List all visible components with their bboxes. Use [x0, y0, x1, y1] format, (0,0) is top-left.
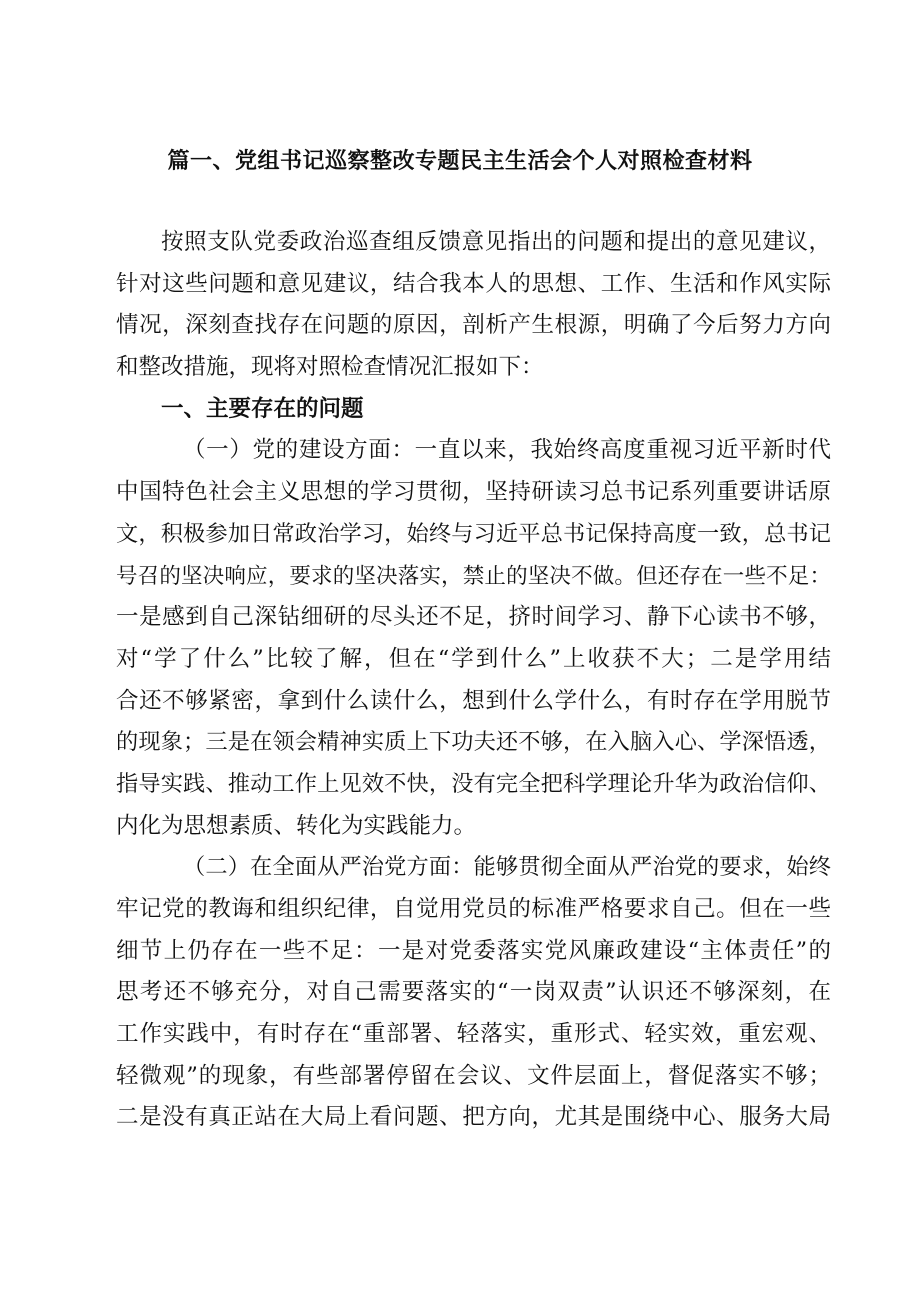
text-line: 对“学了什么”比较了解，但在“学到什么”上收获不大；二是学用结	[116, 645, 831, 672]
text-line: 中国特色社会主义思想的学习贯彻，坚持研读习总书记系列重要讲话原	[116, 479, 831, 506]
text-line: 一是感到自己深钻细研的尽头还不足，挤时间学习、静下心读书不够，	[116, 604, 831, 631]
text-line: 内化为思想素质、转化为实践能力。	[116, 812, 477, 839]
text-line: （二）在全面从严治党方面：能够贯彻全面从严治党的要求，始终	[183, 854, 831, 881]
text-line: 轻微观”的现象，有些部署停留在会议、文件层面上，督促落实不够；	[116, 1062, 831, 1089]
text-line: 和整改措施，现将对照检查情况汇报如下：	[116, 354, 544, 381]
text-line: 细节上仍存在一些不足：一是对党委落实党风廉政建设“主体责任”的	[116, 937, 831, 964]
document-title: 篇一、党组书记巡察整改专题民主生活会个人对照检查材料	[167, 148, 753, 174]
text-line: 思考还不够充分，对自己需要落实的“一岗双责”认识还不够深刻，在	[116, 979, 831, 1006]
text-line: 的现象；三是在领会精神实质上下功夫还不够，在入脑入心、学深悟透，	[116, 729, 831, 756]
text-line: 二是没有真正站在大局上看问题、把方向，尤其是围绕中心、服务大局	[116, 1104, 831, 1131]
text-line: 针对这些问题和意见建议，结合我本人的思想、工作、生活和作风实际	[116, 270, 831, 297]
text-line: 工作实践中，有时存在“重部署、轻落实，重形式、轻实效，重宏观、	[116, 1021, 831, 1048]
text-line: 指导实践、推动工作上见效不快，没有完全把科学理论升华为政治信仰、	[116, 770, 831, 797]
text-line: 文，积极参加日常政治学习，始终与习近平总书记保持高度一致，总书记	[116, 520, 831, 547]
document-body	[116, 222, 831, 1139]
text-line: 按照支队党委政治巡查组反馈意见指出的问题和提出的意见建议，	[161, 229, 831, 255]
text-line: （一）党的建设方面：一直以来，我始终高度重视习近平新时代	[183, 437, 831, 464]
text-line: 合还不够紧密，拿到什么读什么，想到什么学什么，有时存在学用脱节	[116, 687, 831, 714]
text-line: 情况，深刻查找存在问题的原因，剖析产生根源，明确了今后努力方向	[116, 312, 831, 339]
text-line: 牢记党的教诲和组织纪律，自觉用党员的标准严格要求自己。但在一些	[116, 896, 831, 922]
text-line: 号召的坚决响应，要求的坚决落实，禁止的坚决不做。但还存在一些不足：	[116, 563, 831, 589]
section-heading: 一、主要存在的问题	[161, 395, 364, 422]
